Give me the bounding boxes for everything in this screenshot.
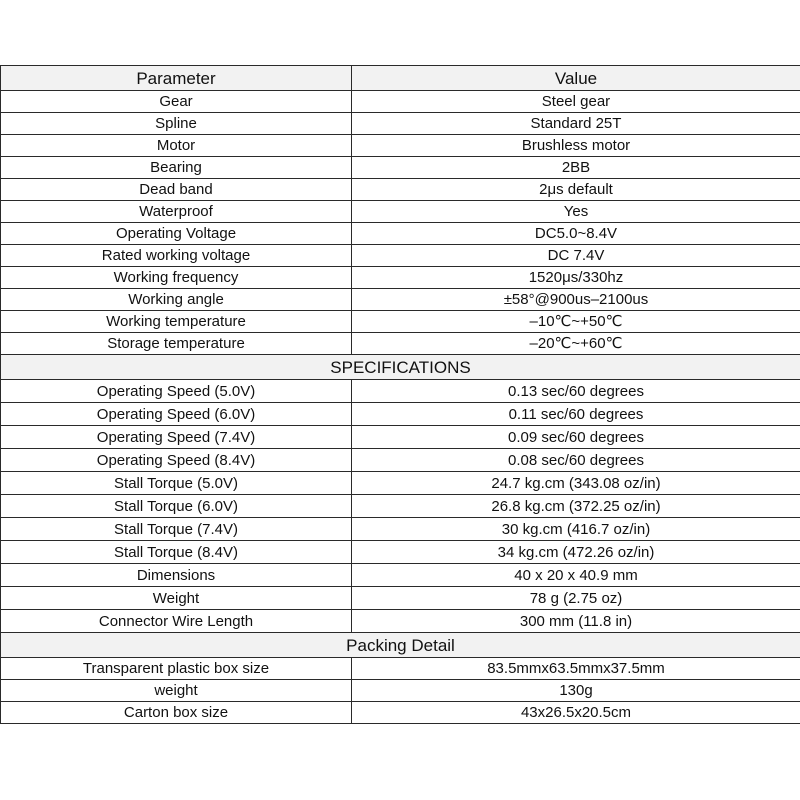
value-cell: 1520μs/330hz [352,267,800,289]
param-cell: Motor [1,135,352,157]
value-cell: 40 x 20 x 40.9 mm [352,564,800,587]
param-cell: Dimensions [1,564,352,587]
specifications-section-header-title: SPECIFICATIONS [1,355,800,380]
table-row [1,223,800,245]
packing-section-header-title: Packing Detail [1,633,800,658]
table-row [1,518,800,541]
param-cell: Waterproof [1,201,352,223]
table-row [1,426,800,449]
spec-table [0,65,800,724]
param-cell: Operating Voltage [1,223,352,245]
param-cell: Operating Speed (5.0V) [1,380,352,403]
table-row [1,658,800,680]
param-cell: Operating Speed (7.4V) [1,426,352,449]
value-cell: 2BB [352,157,800,179]
value-cell: 34 kg.cm (472.26 oz/in) [352,541,800,564]
value-cell: 43x26.5x20.5cm [352,702,800,724]
param-cell: Working frequency [1,267,352,289]
table-row [1,380,800,403]
value-cell: 0.08 sec/60 degrees [352,449,800,472]
param-cell: Stall Torque (7.4V) [1,518,352,541]
value-cell: ±58°@900us–2100us [352,289,800,311]
param-cell: weight [1,680,352,702]
table-row [1,702,800,724]
value-cell: Brushless motor [352,135,800,157]
table-row [1,201,800,223]
table-row [1,289,800,311]
table-row [1,267,800,289]
param-cell: Spline [1,113,352,135]
table-row [1,179,800,201]
value-cell: 0.13 sec/60 degrees [352,380,800,403]
value-cell: 300 mm (11.8 in) [352,610,800,633]
value-cell: 26.8 kg.cm (372.25 oz/in) [352,495,800,518]
value-cell: 130g [352,680,800,702]
param-cell: Connector Wire Length [1,610,352,633]
param-cell: Operating Speed (8.4V) [1,449,352,472]
table-row [1,403,800,426]
table-header-row [1,66,800,91]
value-cell: DC5.0~8.4V [352,223,800,245]
param-cell: Stall Torque (8.4V) [1,541,352,564]
value-cell: 78 g (2.75 oz) [352,587,800,610]
table-row [1,587,800,610]
table-row [1,541,800,564]
table-row [1,91,800,113]
table-row [1,495,800,518]
param-cell: Working temperature [1,311,352,333]
param-cell: Bearing [1,157,352,179]
value-cell: –10℃~+50℃ [352,311,800,333]
value-cell: Standard 25T [352,113,800,135]
value-cell: 0.09 sec/60 degrees [352,426,800,449]
table-row [1,610,800,633]
value-cell: –20℃~+60℃ [352,333,800,355]
value-cell: 2μs default [352,179,800,201]
param-cell: Carton box size [1,702,352,724]
value-cell: 24.7 kg.cm (343.08 oz/in) [352,472,800,495]
value-cell: Steel gear [352,91,800,113]
table-row [1,157,800,179]
value-cell: Yes [352,201,800,223]
table-row [1,135,800,157]
param-cell: Gear [1,91,352,113]
value-cell: 0.11 sec/60 degrees [352,403,800,426]
param-cell: Stall Torque (5.0V) [1,472,352,495]
table-row [1,333,800,355]
table-row [1,311,800,333]
param-cell: Transparent plastic box size [1,658,352,680]
table-row [1,245,800,267]
table-row [1,680,800,702]
param-cell: Working angle [1,289,352,311]
header-value: Value [352,66,800,91]
table-row [1,472,800,495]
value-cell: 30 kg.cm (416.7 oz/in) [352,518,800,541]
packing-section-header [1,633,800,658]
table-row [1,113,800,135]
spec-table-body [1,66,800,724]
param-cell: Operating Speed (6.0V) [1,403,352,426]
param-cell: Rated working voltage [1,245,352,267]
param-cell: Stall Torque (6.0V) [1,495,352,518]
param-cell: Dead band [1,179,352,201]
header-parameter: Parameter [1,66,352,91]
table-row [1,449,800,472]
param-cell: Weight [1,587,352,610]
table-row [1,564,800,587]
param-cell: Storage temperature [1,333,352,355]
value-cell: DC 7.4V [352,245,800,267]
specifications-section-header [1,355,800,380]
value-cell: 83.5mmx63.5mmx37.5mm [352,658,800,680]
